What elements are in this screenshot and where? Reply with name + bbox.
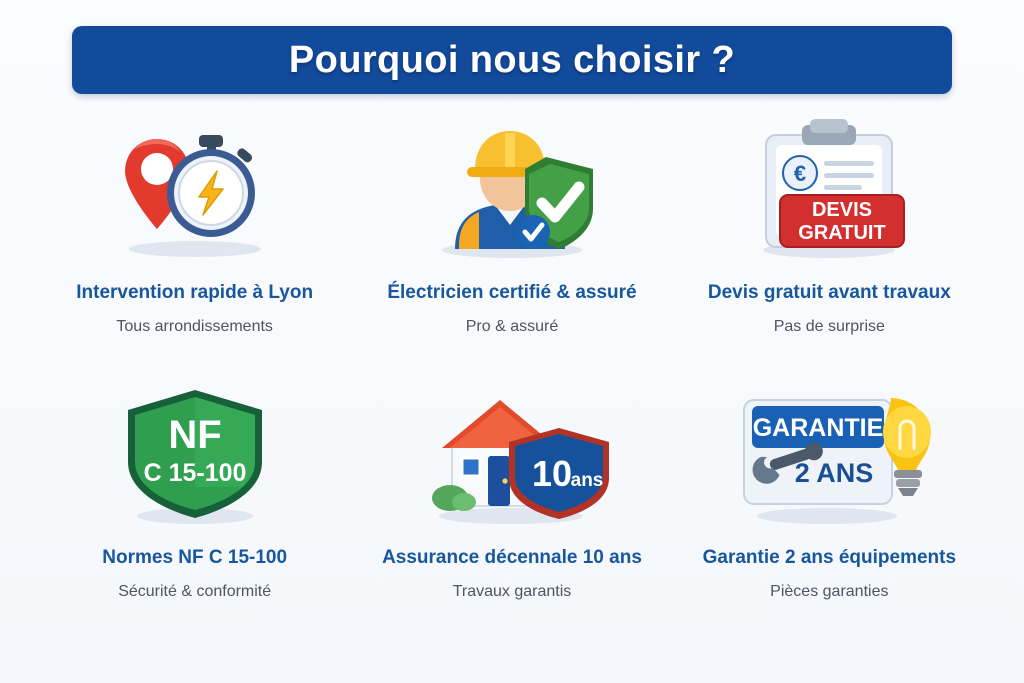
svg-text:€: €	[794, 160, 807, 186]
feature-card-electricien-certifie	[357, 108, 666, 363]
feature-card-normes-nf	[40, 373, 349, 628]
card-title: Garantie 2 ans équipements	[702, 547, 957, 568]
svg-text:2 ANS: 2 ANS	[794, 457, 874, 488]
card-subtitle: Travaux garantis	[452, 583, 572, 600]
svg-text:GARANTIE: GARANTIE	[752, 413, 884, 442]
feature-card-garantie-2-ans	[675, 373, 984, 628]
certified-electrician-shield-icon	[397, 114, 627, 264]
page-title: Pourquoi nous choisir ?	[288, 38, 736, 81]
card-title: Assurance décennale 10 ans	[382, 547, 642, 568]
card-subtitle: Pas de surprise	[773, 318, 885, 335]
svg-text:NF: NF	[167, 412, 222, 457]
features-grid	[40, 108, 984, 628]
card-subtitle: Pro & assuré	[465, 318, 559, 335]
nf-norm-shield-icon	[80, 379, 310, 529]
svg-text:C 15-100: C 15-100	[143, 458, 247, 487]
svg-text:GRATUIT: GRATUIT	[798, 221, 887, 244]
warranty-bulb-icon	[714, 379, 944, 529]
header-banner	[72, 26, 952, 94]
svg-text:10: 10	[532, 452, 573, 494]
svg-text:ans: ans	[571, 469, 604, 491]
svg-text:DEVIS: DEVIS	[812, 198, 873, 221]
feature-card-assurance-decennale	[357, 373, 666, 628]
location-pin-stopwatch-icon	[80, 114, 310, 264]
feature-card-intervention-rapide	[40, 108, 349, 363]
card-subtitle: Sécurité & conformité	[118, 583, 272, 600]
feature-card-devis-gratuit	[675, 108, 984, 363]
card-title: Normes NF C 15-100	[102, 547, 288, 568]
card-title: Devis gratuit avant travaux	[707, 282, 951, 303]
free-quote-clipboard-icon	[714, 114, 944, 264]
house-decennial-shield-icon	[397, 379, 627, 529]
card-subtitle: Tous arrondissements	[116, 318, 273, 335]
card-subtitle: Pièces garanties	[770, 583, 889, 600]
card-title: Électricien certifié & assuré	[387, 282, 637, 303]
card-title: Intervention rapide à Lyon	[76, 282, 314, 303]
